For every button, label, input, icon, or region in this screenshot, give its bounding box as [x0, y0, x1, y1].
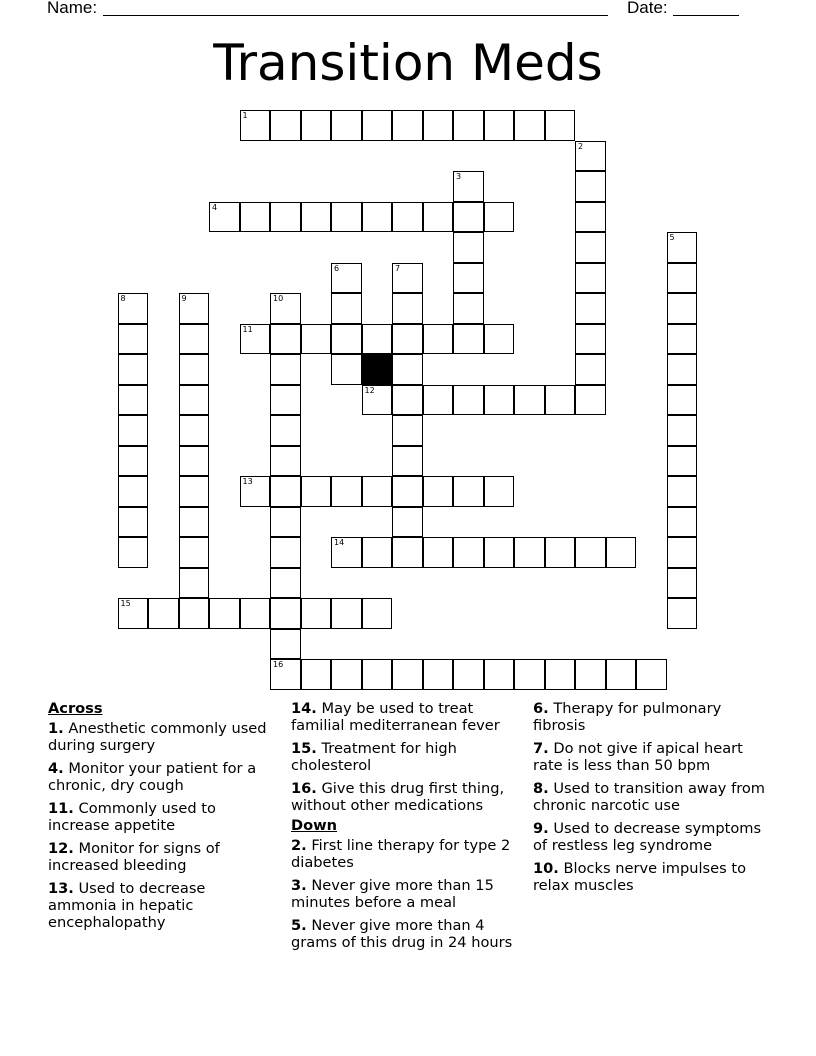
grid-cell[interactable]	[484, 202, 515, 233]
grid-cell[interactable]	[453, 476, 484, 507]
black-cell	[362, 354, 393, 385]
clue-number: 2	[578, 141, 584, 151]
grid-cell[interactable]	[331, 263, 362, 294]
grid-cell[interactable]	[667, 324, 698, 355]
grid-cell[interactable]	[301, 476, 332, 507]
grid-cell[interactable]	[423, 476, 454, 507]
grid-cell[interactable]	[575, 537, 606, 568]
down-heading: Down	[291, 817, 338, 834]
grid-cell[interactable]	[331, 324, 362, 355]
grid-cell[interactable]	[392, 324, 423, 355]
clue-down-7: 7. Do not give if apical heart rate is less than 50 bpm	[533, 740, 743, 774]
grid-cell[interactable]	[392, 446, 423, 477]
grid-cell[interactable]	[179, 507, 210, 538]
grid-cell[interactable]	[179, 568, 210, 599]
grid-cell[interactable]	[484, 537, 515, 568]
grid-cell[interactable]	[392, 110, 423, 141]
grid-cell[interactable]	[118, 324, 149, 355]
grid-cell[interactable]	[392, 659, 423, 690]
grid-cell[interactable]	[270, 354, 301, 385]
grid-cell[interactable]	[667, 446, 698, 477]
grid-cell[interactable]	[331, 537, 362, 568]
grid-cell[interactable]	[667, 354, 698, 385]
grid-cell[interactable]	[118, 507, 149, 538]
clue-down-6: 6. Therapy for pulmonary fibrosis	[533, 700, 722, 734]
grid-cell[interactable]	[148, 598, 179, 629]
grid-cell[interactable]	[270, 415, 301, 446]
grid-cell[interactable]	[423, 202, 454, 233]
grid-cell[interactable]	[575, 232, 606, 263]
grid-cell[interactable]	[545, 659, 576, 690]
grid-cell[interactable]	[118, 598, 149, 629]
clue-across-13: 13. Used to decrease ammonia in hepatic encephalopathy	[48, 880, 206, 931]
grid-cell[interactable]	[575, 141, 606, 172]
grid-cell[interactable]	[667, 507, 698, 538]
clue-number: 16	[273, 660, 284, 669]
grid-cell[interactable]	[423, 385, 454, 416]
clue-number: 10	[273, 294, 284, 303]
grid-cell[interactable]	[514, 385, 545, 416]
grid-cell[interactable]	[209, 202, 240, 233]
grid-cell[interactable]	[575, 263, 606, 294]
grid-cell[interactable]	[179, 354, 210, 385]
clue-number: 5	[669, 233, 675, 242]
grid-cell[interactable]	[362, 385, 393, 416]
clue-number: 4	[212, 202, 218, 212]
clue-across-1: 1. Anesthetic commonly used during surgery	[48, 720, 267, 754]
clue-down-9: 9. Used to decrease symptoms of restless leg syndrome	[533, 820, 762, 854]
grid-cell[interactable]	[667, 263, 698, 294]
grid-cell[interactable]	[514, 537, 545, 568]
clue-across-16: 16. Give this drug first thing, without other medications	[291, 780, 505, 814]
grid-cell[interactable]	[301, 659, 332, 690]
grid-cell[interactable]	[514, 110, 545, 141]
grid-cell[interactable]	[362, 476, 393, 507]
grid-cell[interactable]	[209, 598, 240, 629]
grid-cell[interactable]	[392, 354, 423, 385]
grid-cell[interactable]	[545, 537, 576, 568]
grid-cell[interactable]	[331, 354, 362, 385]
grid-cell[interactable]	[484, 324, 515, 355]
grid-cell[interactable]	[118, 446, 149, 477]
grid-cell[interactable]	[362, 659, 393, 690]
grid-cell[interactable]	[667, 415, 698, 446]
grid-cell[interactable]	[118, 385, 149, 416]
grid-cell[interactable]	[575, 659, 606, 690]
clues-column-3	[533, 700, 773, 900]
clue-down-2: 2. First line therapy for type 2 diabetes	[291, 837, 511, 871]
grid-cell[interactable]	[667, 293, 698, 324]
clue-number: 3	[456, 172, 462, 181]
clue-number: 13	[242, 477, 253, 486]
grid-cell[interactable]	[270, 507, 301, 538]
grid-cell[interactable]	[362, 537, 393, 568]
grid-cell[interactable]	[240, 476, 271, 507]
grid-cell[interactable]	[118, 293, 149, 324]
grid-cell[interactable]	[484, 659, 515, 690]
clue-across-15: 15. Treatment for high cholesterol	[291, 740, 457, 774]
clue-across-14: 14. May be used to treat familial mediterranean fever	[291, 700, 500, 734]
grid-cell[interactable]	[270, 537, 301, 568]
grid-cell[interactable]	[240, 202, 271, 233]
grid-cell[interactable]	[179, 537, 210, 568]
grid-cell[interactable]	[331, 598, 362, 629]
grid-cell[interactable]	[118, 354, 149, 385]
grid-cell[interactable]	[118, 476, 149, 507]
grid-cell[interactable]	[270, 659, 301, 690]
grid-cell[interactable]	[270, 110, 301, 141]
clues-column-2	[291, 700, 523, 957]
grid-cell[interactable]	[392, 202, 423, 233]
grid-cell[interactable]	[392, 385, 423, 416]
date-label: Date:	[627, 0, 668, 17]
grid-cell[interactable]	[575, 385, 606, 416]
grid-cell[interactable]	[392, 263, 423, 294]
grid-cell[interactable]	[392, 507, 423, 538]
grid-cell[interactable]	[270, 446, 301, 477]
grid-cell[interactable]	[423, 324, 454, 355]
grid-cell[interactable]	[362, 324, 393, 355]
grid-cell[interactable]	[331, 202, 362, 233]
grid-cell[interactable]	[118, 537, 149, 568]
grid-cell[interactable]	[575, 171, 606, 202]
clue-down-10: 10. Blocks nerve impulses to relax muscles	[533, 860, 747, 894]
grid-cell[interactable]	[667, 476, 698, 507]
clue-down-8: 8. Used to transition away from chronic narcotic use	[533, 780, 766, 814]
grid-cell[interactable]	[453, 293, 484, 324]
grid-cell[interactable]	[362, 598, 393, 629]
grid-cell[interactable]	[270, 629, 301, 660]
grid-cell[interactable]	[667, 568, 698, 599]
grid-cell[interactable]	[575, 293, 606, 324]
grid-cell[interactable]	[179, 385, 210, 416]
grid-cell[interactable]	[301, 598, 332, 629]
grid-cell[interactable]	[240, 598, 271, 629]
grid-cell[interactable]	[362, 202, 393, 233]
grid-cell[interactable]	[331, 110, 362, 141]
grid-cell[interactable]	[331, 476, 362, 507]
grid-cell[interactable]	[636, 659, 667, 690]
grid-cell[interactable]	[484, 476, 515, 507]
grid-cell[interactable]	[270, 476, 301, 507]
grid-cell[interactable]	[179, 446, 210, 477]
clue-number: 9	[181, 294, 187, 303]
clues-column-1	[48, 700, 273, 937]
grid-cell[interactable]	[270, 568, 301, 599]
grid-cell[interactable]	[545, 110, 576, 141]
grid-cell[interactable]	[392, 293, 423, 324]
grid-cell[interactable]	[179, 293, 210, 324]
grid-cell[interactable]	[179, 324, 210, 355]
grid-cell[interactable]	[453, 659, 484, 690]
grid-cell[interactable]	[514, 659, 545, 690]
grid-cell[interactable]	[331, 659, 362, 690]
clue-number: 11	[242, 324, 253, 334]
grid-cell[interactable]	[667, 232, 698, 263]
across-heading: Across	[48, 700, 103, 717]
grid-cell[interactable]	[453, 202, 484, 233]
grid-cell[interactable]	[484, 385, 515, 416]
grid-cell[interactable]	[453, 232, 484, 263]
grid-cell[interactable]	[270, 293, 301, 324]
grid-cell[interactable]	[545, 385, 576, 416]
grid-cell[interactable]	[118, 415, 149, 446]
grid-cell[interactable]	[362, 110, 393, 141]
clue-across-12: 12. Monitor for signs of increased bleeding	[48, 840, 220, 874]
clue-across-4: 4. Monitor your patient for a chronic, dry cough	[48, 760, 257, 794]
grid-cell[interactable]	[453, 324, 484, 355]
clue-number: 12	[364, 385, 375, 395]
grid-cell[interactable]	[179, 476, 210, 507]
grid-cell[interactable]	[179, 415, 210, 446]
grid-cell[interactable]	[453, 171, 484, 202]
clue-across-11: 11. Commonly used to increase appetite	[48, 800, 216, 834]
clue-down-5: 5. Never give more than 4 grams of this drug in 24 hours	[291, 917, 513, 951]
grid-cell[interactable]	[392, 415, 423, 446]
grid-cell[interactable]	[453, 263, 484, 294]
grid-cell[interactable]	[423, 110, 454, 141]
clue-number: 14	[334, 538, 345, 547]
grid-cell[interactable]	[667, 537, 698, 568]
grid-cell[interactable]	[270, 324, 301, 355]
clue-number: 15	[120, 599, 131, 608]
grid-cell[interactable]	[575, 324, 606, 355]
clue-number: 1	[242, 111, 248, 120]
grid-cell[interactable]	[453, 537, 484, 568]
page-title: Transition Meds	[213, 34, 603, 92]
clue-down-3: 3. Never give more than 15 minutes before a meal	[291, 877, 494, 911]
grid-cell[interactable]	[423, 659, 454, 690]
grid-cell[interactable]	[240, 324, 271, 355]
grid-cell[interactable]	[484, 110, 515, 141]
grid-cell[interactable]	[667, 598, 698, 629]
grid-cell[interactable]	[331, 293, 362, 324]
grid-cell[interactable]	[575, 202, 606, 233]
grid-cell[interactable]	[667, 385, 698, 416]
grid-cell[interactable]	[270, 385, 301, 416]
name-label: Name:	[47, 0, 98, 17]
grid-cell[interactable]	[301, 110, 332, 141]
grid-cell[interactable]	[301, 202, 332, 233]
grid-cell[interactable]	[301, 324, 332, 355]
grid-cell[interactable]	[606, 537, 637, 568]
grid-cell[interactable]	[392, 476, 423, 507]
clue-number: 6	[334, 263, 340, 273]
grid-cell[interactable]	[423, 537, 454, 568]
grid-cell[interactable]	[453, 110, 484, 141]
clue-number: 8	[120, 294, 126, 303]
grid-cell[interactable]	[453, 385, 484, 416]
grid-cell[interactable]	[179, 598, 210, 629]
grid-cell[interactable]	[270, 598, 301, 629]
grid-cell[interactable]	[270, 202, 301, 233]
grid-cell[interactable]	[240, 110, 271, 141]
grid-cell[interactable]	[392, 537, 423, 568]
clue-number: 7	[395, 263, 401, 273]
grid-cell[interactable]	[575, 354, 606, 385]
grid-cell[interactable]	[606, 659, 637, 690]
